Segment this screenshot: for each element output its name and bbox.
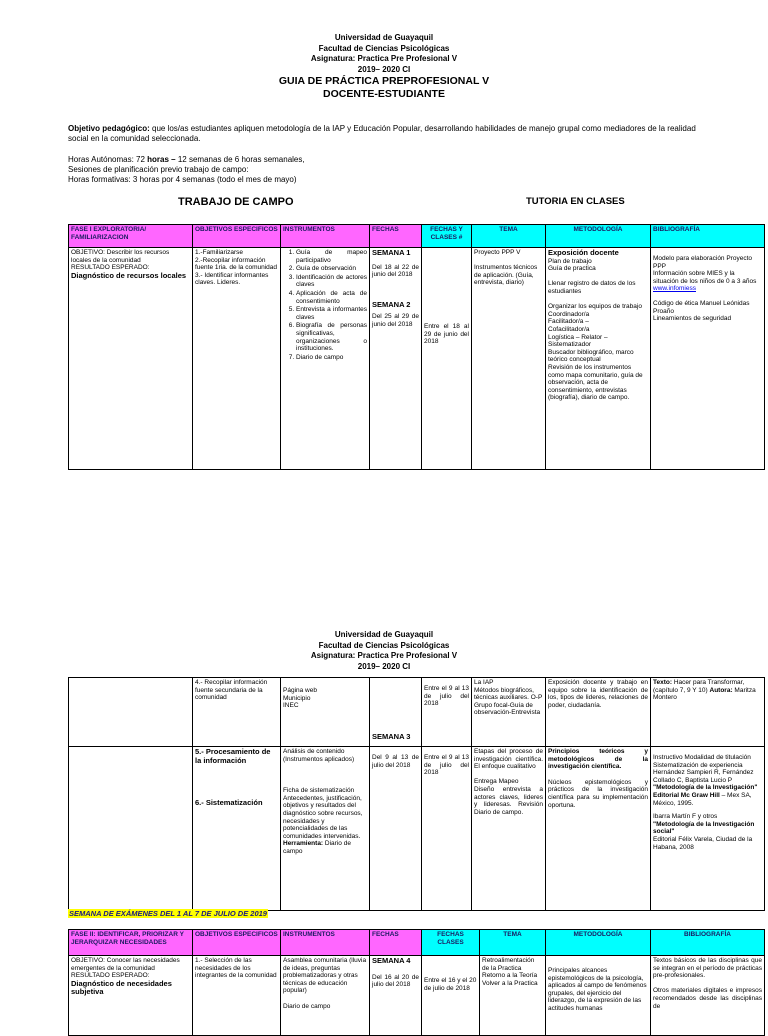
- cell-tema: La IAP Métodos biográficos, técnicas auxiliares. O-P Grupo focal-Guía de observación-Entrevista: [472, 678, 546, 747]
- faculty-name: Facultad de Ciencias Psicológicas: [318, 640, 450, 650]
- cell-fechas-clases: Entre el 9 al 13 de julio del 2018: [422, 678, 472, 747]
- cell-metodologia: Exposición docente y trabajo en equipo sobre la identificación de los, tipos de lideres, relaciones de poder, ciudadanía.: [546, 678, 651, 747]
- list-item: 7. Diario de campo: [296, 354, 367, 362]
- cell-objetivos: 1.-Familiarizarse 2.-Recopilar información fuente 1ria. de la comunidad 3.- Identificar informantes claves. Lideres.: [193, 248, 281, 470]
- hours-block: [68, 155, 708, 185]
- cell-fase-empty: [69, 678, 193, 747]
- week-3-label: SEMANA 3: [372, 732, 411, 741]
- page2-header: [0, 630, 768, 672]
- academic-period: 2019– 2020 CI: [357, 661, 411, 671]
- week-1-label: SEMANA 1: [372, 248, 411, 257]
- phase1-table: [68, 224, 765, 470]
- cell-instrumentos: [281, 248, 370, 470]
- header-metodologia: METODOLOGÍA: [546, 225, 651, 248]
- exam-week-banner: SEMANA DE EXÁMENES DEL 1 AL 7 DE JULIO DE 2019: [69, 909, 267, 918]
- header-tema: TEMA: [472, 225, 546, 248]
- objective-5: 5.- Procesamiento de la información: [195, 747, 271, 765]
- cell-bibliografia: Textos básicos de las disciplinas que se integran en el período de prácticas pre-profesionales. Otros materiales digitales e impresos recomendados desde las disciplinas de: [651, 956, 765, 1036]
- cell-tema: Proyecto PPP V Instrumentos técnicos de aplicación. (Guía, entrevista, diario): [472, 248, 546, 470]
- week-2-label: SEMANA 2: [372, 299, 411, 309]
- phase1-continued-table: [68, 677, 765, 911]
- guide-title: GUIA DE PRÁCTICA PREPROFESIONAL V: [278, 75, 490, 87]
- infomiess-link[interactable]: www.infomiess: [653, 285, 696, 293]
- phase2-table: [68, 929, 765, 1036]
- header-metodologia: METODOLOGÍA: [546, 930, 651, 956]
- header-fechas-clases: FECHAS CLASES: [422, 930, 480, 956]
- header-fechas: FECHAS: [370, 225, 422, 248]
- list-item: 3. Identificación de actores claves: [296, 274, 367, 289]
- cell-fechas-clases: Entre el 16 y el 20 de julio de 2018: [422, 956, 480, 1036]
- header-fase: FASE II: IDENTIFICAR, PRIORIZAR Y JERARQUIZAR NECESIDADES: [69, 930, 193, 956]
- expected-result: Diagnóstico de necesidades subjetiva: [71, 978, 172, 997]
- expected-result: Diagnóstico de recursos locales: [71, 270, 187, 280]
- cell-fase-empty: [69, 747, 193, 911]
- header-bibliografia: BIBLIOGRAFÍA: [651, 930, 765, 956]
- hours-line-2: Sesiones de planificación previo trabajo de campo:: [68, 165, 249, 174]
- cell-objetivos: 1.- Selección de las necesidades de los integrantes de la comunidad: [193, 956, 281, 1036]
- header-fechas-clases: FECHAS Y CLASES #: [422, 225, 472, 248]
- header-objetivos: OBJETIVOS ESPECIFICOS: [193, 225, 281, 248]
- list-item: 1. Guía de mapeo participativo: [296, 249, 367, 264]
- hours-line-1: Horas Autónomas: 72 horas – 12 semanas de 6 horas semanales,: [68, 155, 305, 164]
- objective-paragraph: [68, 124, 708, 144]
- header-instrumentos: INSTRUMENTOS: [281, 930, 370, 956]
- list-item: 4. Aplicación de acta de consentimiento: [296, 290, 367, 305]
- cell-metodologia: Principios teóricos y metodológicos de la investigación científica. Núcleos epistemológicos y prácticos de la investigación científica para su implementación oportuna.: [546, 747, 651, 911]
- cell-tema: Etapas del proceso de investigación científica. El enfoque cualitativo Entrega Mapeo Diseño entrevista a actores claves, lideres y lideresas. Revisión Diario de campo.: [472, 747, 546, 911]
- university-name: Universidad de Guayaquil: [334, 33, 434, 42]
- instrumentos-list: [283, 249, 367, 361]
- guide-subtitle: DOCENTE-ESTUDIANTE: [323, 88, 445, 100]
- header-objetivos: OBJETIVOS ESPECIFICOS: [193, 930, 281, 956]
- cell-fechas: Del 9 al 13 de julio del 2018: [370, 747, 422, 911]
- header-bibliografia: BIBLIOGRAFÍA: [651, 225, 765, 248]
- academic-period: 2019– 2020 CI: [357, 64, 411, 74]
- cell-instrumentos: Página web Municipio INEC: [281, 678, 370, 747]
- objective-text: que los/as estudiantes apliquen metodología de la IAP y Educación Popular, desarrollando habilidades de manejo grupal como mediadores de la realidad social en la comunidad seleccionada.: [68, 124, 696, 143]
- hours-line-3: Horas formativas: 3 horas por 4 semanas (todo el mes de mayo): [68, 175, 297, 184]
- page1-header: [0, 33, 768, 101]
- cell-fechas: SEMANA 4 Del 16 al 20 de julio del 2018: [370, 956, 422, 1036]
- cell-bibliografia: Instructivo Modalidad de titulación Sistematización de experiencia Hernández Sampieri R, Fernández Collado C, Baptista Lucio P "Metodología de la Investigación" Editorial Mc Graw Hill – Mex SA, México, 1995. Ibarra Martín F y otros "Metodología de la Investigación social" Editorial Félix Varela, Ciudad de la Habana, 2008: [651, 747, 765, 911]
- list-item: 5. Entrevista a informantes claves: [296, 306, 367, 321]
- cell-fechas: [370, 248, 422, 470]
- objective-label: Objetivo pedagógico:: [68, 124, 150, 133]
- cell-objetivos: [193, 747, 281, 911]
- week-1-dates: Del 18 al 22 de junio del 2018: [372, 263, 419, 279]
- cell-tema: Retroalimentación de la Practica Retorno a la Teoría Volver a la Practica: [480, 956, 546, 1036]
- cell-bibliografia: Texto: Hacer para Transformar, (capítulo 7, 9 Y 10) Autora: Maritza Montero: [651, 678, 765, 747]
- cell-fase: OBJETIVO: Conocer las necesidades emergentes de la comunidad RESULTADO ESPERADO: Diagnóstico de necesidades subjetiva: [69, 956, 193, 1036]
- cell-instrumentos: Asamblea comunitaria (lluvia de ideas, preguntas problematizadoras y otras técnicas de educación popular) Diario de campo: [281, 956, 370, 1036]
- subject-name: Asignatura: Practica Pre Profesional V: [310, 651, 458, 660]
- header-fechas: FECHAS: [370, 930, 422, 956]
- cell-instrumentos: Análisis de contenido (Instrumentos aplicados) Ficha de sistematización Antecedentes, justificación, objetivos y resultados del diagnóstico sobre recursos, necesidades y potencialidades de las comunidades intervenidas. Herramienta: Diario de campo: [281, 747, 370, 911]
- cell-metodologia: Exposición docente Plan de trabajo Guía de practica Llenar registro de datos de los estudiantes Organizar los equipos de trabajo Coordinador/a Facilitador/a – Cofacilitador/a Logística – Relator – Sistematizador Buscador bibliográfico, marco teórico conceptual Revisión de los instrumentos como mapa comunitario, guía de observación, acta de consentimiento, entrevistas (biografía), diario de campo.: [546, 248, 651, 470]
- cell-fase: OBJETIVO: Describir los recursos locales de la comunidad RESULTADO ESPERADO: Diagnóstico de recursos locales: [69, 248, 193, 470]
- list-item: 6. Biografía de personas significativas, organizaciones o instituciones.: [296, 322, 367, 352]
- section-trabajo-de-campo: TRABAJO DE CAMPO: [178, 196, 294, 208]
- objective-6: 6.- Sistematización: [195, 798, 263, 808]
- week-2-dates: Del 25 al 29 de junio del 2018: [372, 313, 419, 328]
- header-fase: FASE I EXPLORATORIA/ FAMILIARIZACION: [69, 225, 193, 248]
- week-4-label: SEMANA 4: [372, 956, 411, 965]
- header-tema: TEMA: [480, 930, 546, 956]
- cell-fechas: [370, 678, 422, 747]
- subject-name: Asignatura: Practica Pre Profesional V: [310, 54, 458, 63]
- cell-metodologia: Principales alcances epistemológicos de la psicología, aplicados al campo de fenómenos grupales, del ejercicio del liderazgo, de la expresión de las actitudes humanas: [546, 956, 651, 1036]
- list-item: 2. Guía de observación: [296, 265, 367, 273]
- cell-fechas-clases: Entre el 9 al 13 de julio del 2018: [422, 747, 472, 911]
- cell-objetivos: 4.- Recopilar información fuente secundaria de la comunidad: [193, 678, 281, 747]
- section-tutoria-en-clases: TUTORIA EN CLASES: [526, 196, 625, 207]
- cell-fechas-clases: Entre el 18 al 29 de junio del 2018: [422, 248, 472, 470]
- cell-bibliografia: Modelo para elaboración Proyecto PPP Información sobre MIES y la situación de los niños de 0 a 3 años www.infomiess Código de ética Manuel Leónidas Proaño Lineamientos de seguridad: [651, 248, 765, 470]
- header-instrumentos: INSTRUMENTOS: [281, 225, 370, 248]
- university-name: Universidad de Guayaquil: [334, 630, 434, 639]
- faculty-name: Facultad de Ciencias Psicológicas: [318, 43, 450, 53]
